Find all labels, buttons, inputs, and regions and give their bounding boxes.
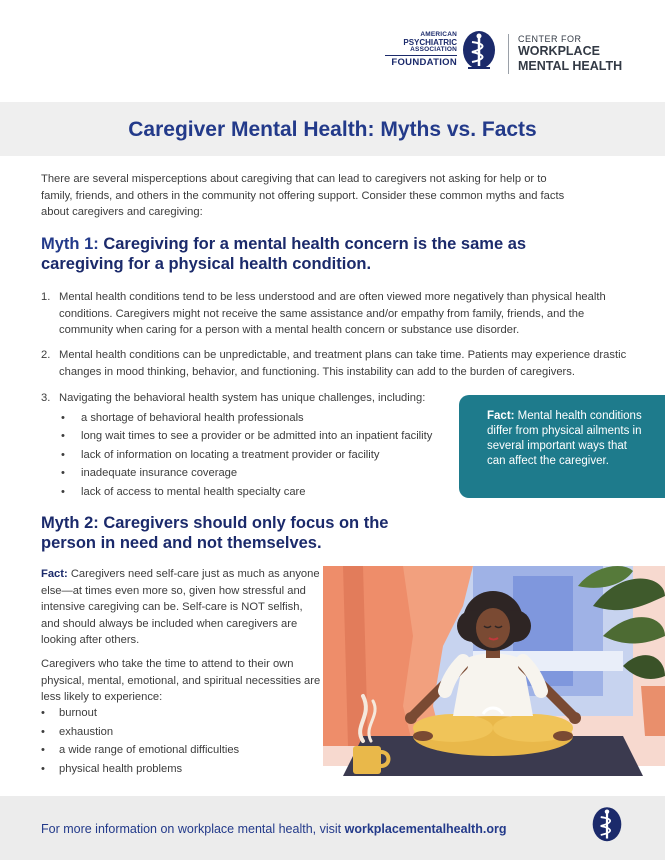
myth2-fact-text: Caregivers need self-care just as much as anyone else—at times even more so, given how stressful and intensive caregiving can be. Self-care is NOT selfish, and should always be included when caregivers are looking after others. [41,568,320,646]
center-workplace-mental-health-logo [518,34,622,73]
intro-paragraph: There are several misperceptions about caregiving that can lead to caregivers not asking for help or to family, friends, and others in the community not offering support. Consider these common myths and facts about caregivers and caregiving: [41,173,565,218]
title-band [0,102,665,156]
myth1-text: Caregiving for a mental health concern is the same as caregiving for a physical health condition. [41,235,527,273]
apa-foundation: FOUNDATION [385,55,457,68]
meditation-illustration [323,566,665,780]
risk-list [41,704,321,778]
list-item-number: 3. [41,392,51,404]
center-line1: CENTER FOR [518,34,582,44]
footer-website-link[interactable]: workplacementalhealth.org [344,822,507,836]
list-item [41,347,631,380]
sub-list-item: • long wait times to see a provider or be admitted into an inpatient facility [61,427,441,446]
apa-line3: ASSOCIATION [410,45,457,53]
list-item: • physical health problems [41,760,321,779]
center-line2: WORKPLACE [518,44,600,59]
list-item: • exhaustion [41,723,321,742]
list-item-number: 1. [41,291,51,303]
list-item-number: 2. [41,349,51,361]
myth1-heading [41,234,601,274]
list-item-text: Mental health conditions tend to be less understood and are often viewed more negatively than physical health conditions. Caregivers might not receive the same assistance and/or empathy from family, friends, and the community when caring for a person with a mental health concern or substance use disorder. [59,291,606,336]
footer-lead-text: For more information on workplace mental health, visit [41,822,345,836]
list-item [41,390,441,501]
apa-caduceus-icon [460,30,498,74]
footer [0,796,665,860]
sub-list-item: • lack of access to mental health specialty care [61,483,441,502]
header-logos [385,30,645,82]
list-item-text: Navigating the behavioral health system has unique challenges, including: [59,392,426,404]
list-item: • burnout [41,704,321,723]
challenges-list [61,409,441,502]
list-item-text: Mental health conditions can be unpredictable, and treatment plans can take time. Patients may experience drastic changes in mood thinking, behavior, and functioning. This instability can add to the burden of caregivers. [59,349,627,378]
apa-foundation-logo-text [385,32,457,68]
myth2-fact-paragraph [41,566,321,649]
logo-divider [508,34,509,74]
sub-list-item: • inadequate insurance coverage [61,464,441,483]
sub-list-item: • lack of information on locating a treatment provider or facility [61,446,441,465]
fact-lead: Fact: [487,410,515,422]
myth1-lead: Myth 1: [41,235,99,253]
fact-callout-box [459,395,665,498]
apa-caduceus-icon [590,806,624,846]
fact-text: Mental health conditions differ from physical ailments in several important ways that can affect the caregiver. [487,410,642,467]
list-item [41,289,631,339]
myth2-paragraph: Caregivers who take the time to attend to their own physical, mental, emotional, and spiritual necessities are less likely to experience: [41,658,321,703]
list-item: • a wide range of emotional difficulties [41,741,321,760]
sub-list-item: • a shortage of behavioral health professionals [61,409,441,428]
apa-line2: PSYCHIATRIC [403,37,457,47]
footer-text [41,822,506,836]
apa-line1: AMERICAN [420,31,457,38]
myth2-heading: Myth 2: Caregivers should only focus on the person in need and not themselves. [41,514,389,552]
myth2-fact-lead: Fact: [41,568,68,580]
center-line3: MENTAL HEALTH [518,58,623,73]
page-title: Caregiver Mental Health: Myths vs. Facts [128,118,537,141]
